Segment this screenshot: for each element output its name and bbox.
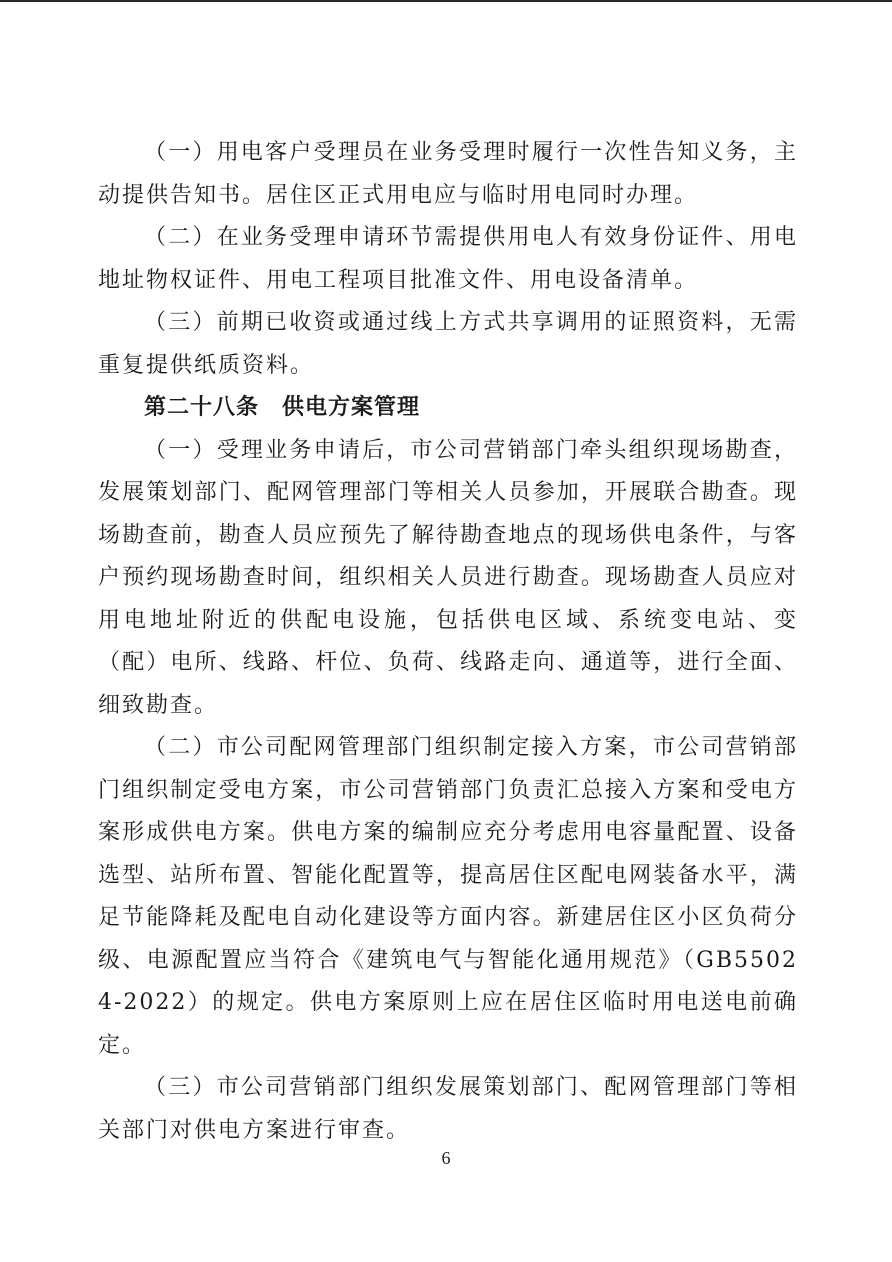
- page-number: 6: [441, 1148, 451, 1168]
- paragraph-item-2-documents: （二）在业务受理申请环节需提供用电人有效身份证件、用电地址物权证件、用电工程项目批准文件、用电设备清单。: [98, 225, 798, 293]
- paragraph-item-1-notification: （一）用电客户受理员在业务受理时履行一次性告知义务，主动提供告知书。居住区正式用电应与临时用电同时办理。: [98, 140, 798, 208]
- paragraph-item-3-no-duplicate: （三）前期已收资或通过线上方式共享调用的证照资料，无需重复提供纸质资料。: [98, 310, 798, 378]
- article-heading: 第二十八条 供电方案管理: [144, 395, 421, 420]
- document-body: [98, 132, 798, 1152]
- paragraph-plan-review: （三）市公司营销部门组织发展策划部门、配网管理部门等相关部门对供电方案进行审查。: [98, 1075, 798, 1143]
- top-border-line: [0, 0, 892, 2]
- paragraph-survey: （一）受理业务申请后，市公司营销部门牵头组织现场勘查，发展策划部门、配网管理部门等相关人员参加，开展联合勘查。现场勘查前，勘查人员应预先了解待勘查地点的现场供电条件，与客户预约现场勘查时间，组织相关人员进行勘查。现场勘查人员应对用电地址附近的供配电设施，包括供电区域、系统变电站、变（配）电所、线路、杆位、负荷、线路走向、通道等，进行全面、细致勘查。: [98, 437, 798, 718]
- paragraph-plan-formulation: （二）市公司配网管理部门组织制定接入方案，市公司营销部门组织制定受电方案，市公司营销部门负责汇总接入方案和受电方案形成供电方案。供电方案的编制应充分考虑用电容量配置、设备选型、站所布置、智能化配置等，提高居住区配电网装备水平，满足节能降耗及配电自动化建设等方面内容。新建居住区小区负荷分级、电源配置应当符合《建筑电气与智能化通用规范》（GB55024-2022）的规定。供电方案原则上应在居住区临时用电送电前确定。: [98, 735, 798, 1058]
